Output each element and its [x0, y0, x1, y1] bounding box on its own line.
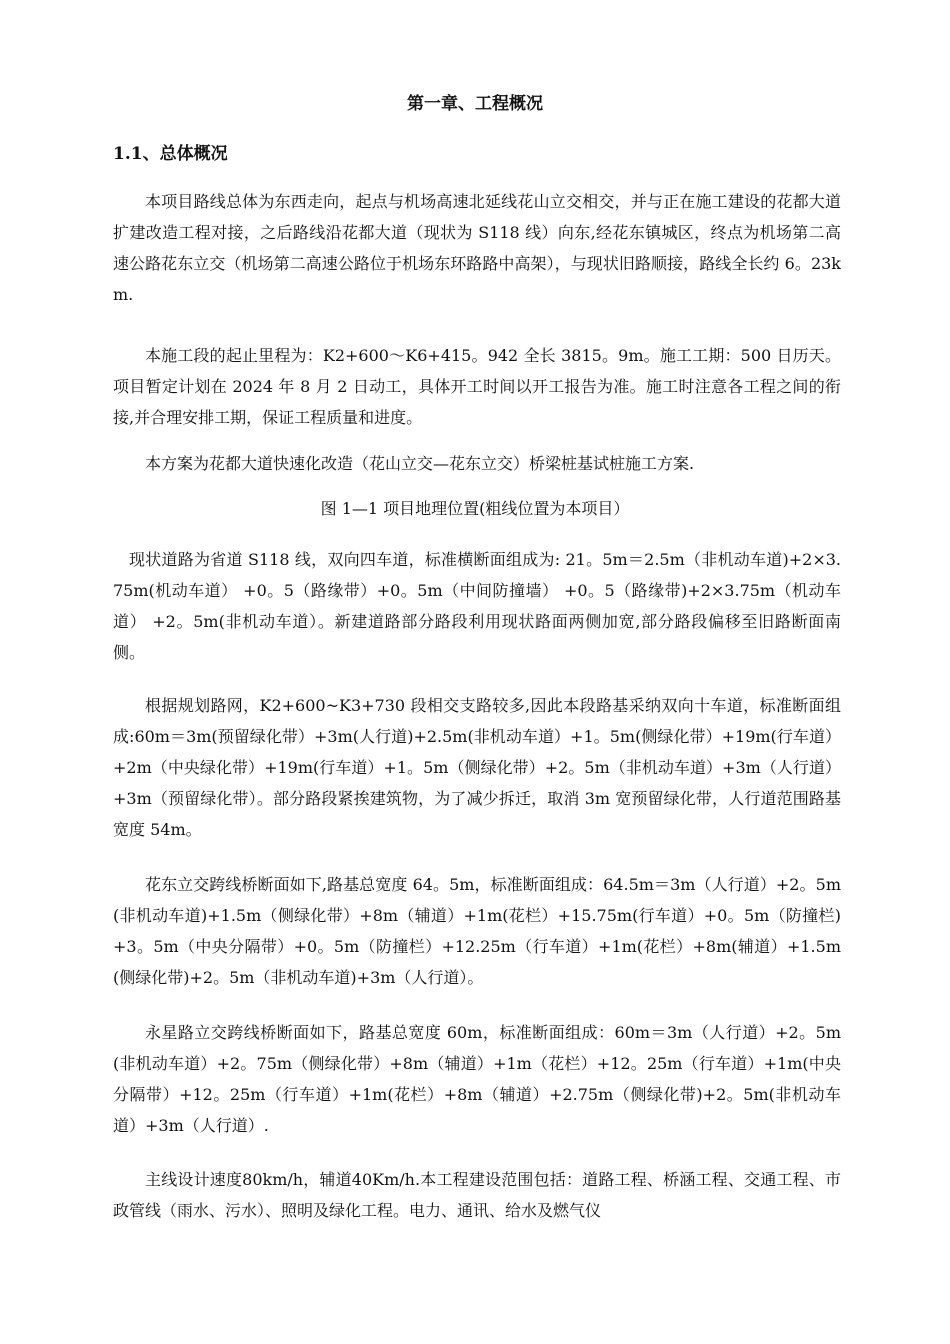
- paragraph-existing-road: 现状道路为省道 S118 线，双向四车道，标准横断面组成为: 21。5m＝2.5m（非机动车道)+2×3.75m(机动车道） +0。5（路缘带）+0。5m（中间防撞墙） +0。5（路缘带)+2×3.75m（机动车道） +2。5m(非机动车道）。新建道路部分路段利用现状路面两侧加宽,部分路段偏移至旧路断面南侧。: [113, 550, 841, 662]
- paragraph-huadong-bridge: 花东立交跨线桥断面如下,路基总宽度 64。5m，标准断面组成：64.5m＝3m（人行道）+2。5m(非机动车道)+1.5m（侧绿化带）+8m（辅道）+1m(花栏）+15.75m(行车道）+0。5m（防撞栏)+3。5m（中央分隔带）+0。5m（防撞栏）+12.25m（行车道）+1m(花栏）+8m(辅道）+1.5m(侧绿化带)+2。5m（非机动车道)+3m（人行道）。: [113, 875, 841, 987]
- paragraph-yongxing-bridge: 永星路立交跨线桥断面如下，路基总宽度 60m，标准断面组成：60m＝3m（人行道）+2。5m(非机动车道）+2。75m（侧绿化带）+8m（辅道）+1m（花栏）+12。25m（行车道）+1m(中央分隔带）+12。25m（行车道）+1m(花栏）+8m（辅道）+2.75m（侧绿化带)+2。5m(非机动车道）+3m（人行道）.: [113, 1023, 841, 1135]
- paragraph-scheme: 本方案为花都大道快速化改造（花山立交—花东立交）桥梁桩基试桩施工方案.: [145, 454, 695, 473]
- chapter-title: 第一章、工程概况: [407, 94, 543, 114]
- figure-caption: 图 1—1 项目地理位置(粗线位置为本项目）: [320, 499, 630, 518]
- paragraph-overview: 本项目路线总体为东西走向，起点与机场高速北延线花山立交相交，并与正在施工建设的花都大道扩建改造工程对接，之后路线沿花都大道（现状为 S118 线）向东,经花东镇城区，终点为机场第二高速公路花东立交（机场第二高速公路位于机场东环路路中高架），与现状旧路顺接，路线全长约 6。23km.: [113, 192, 841, 304]
- paragraph-design-speed: 主线设计速度80km/h，辅道40Km/h.本工程建设范围包括：道路工程、桥涵工程、交通工程、市政管线（雨水、污水）、照明及绿化工程。电力、通讯、给水及燃气仪: [113, 1170, 841, 1220]
- section-title: 1.1、总体概况: [113, 144, 228, 164]
- paragraph-schedule: 本施工段的起止里程为：K2+600～K6+415。942 全长 3815。9m。施工工期：500 日历天。项目暂定计划在 2024 年 8 月 2 日动工，具体开工时间以开工报告为准。施工时注意各工程之间的衔接,并合理安排工期，保证工程质量和进度。: [113, 346, 841, 427]
- paragraph-planned-network: 根据规划路网，K2+600~K3+730 段相交支路较多,因此本段路基采纳双向十车道，标准断面组成:60m＝3m(预留绿化带）+3m(人行道)+2.5m(非机动车道）+1。5m(侧绿化带）+19m(行车道）+2m（中央绿化带）+19m(行车道）+1。5m（侧绿化带）+2。5m（非机动车道）+3m（人行道）+3m（预留绿化带）。部分路段紧挨建筑物，为了减少拆迁，取消 3m 宽预留绿化带，人行道范围路基宽度 54m。: [113, 696, 841, 839]
